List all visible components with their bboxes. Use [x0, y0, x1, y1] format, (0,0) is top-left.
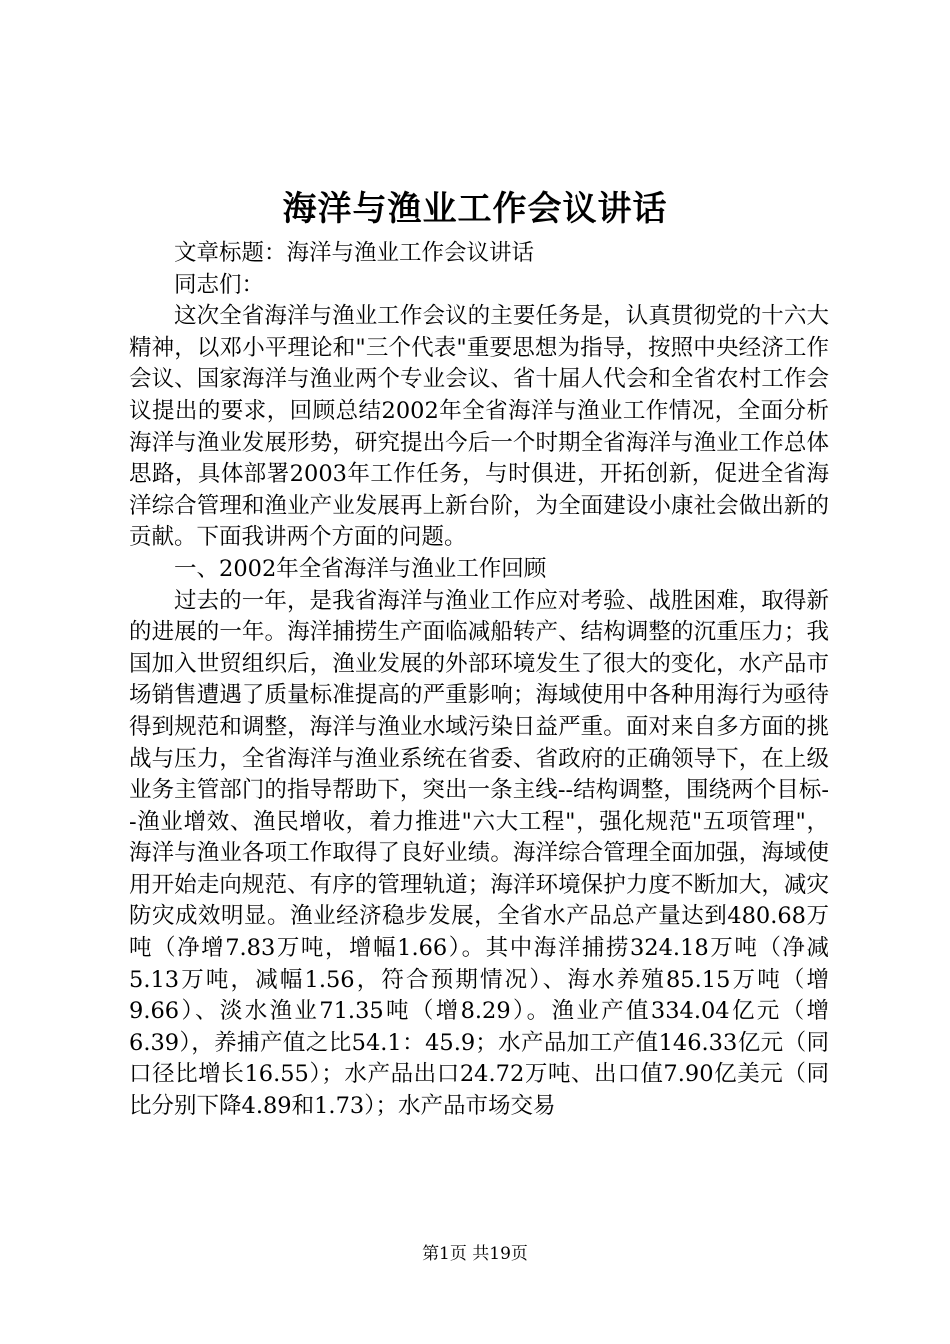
article-title-line: 文章标题：海洋与渔业工作会议讲话 [174, 240, 535, 266]
document-body [129, 238, 829, 1123]
section-heading: 一、2002年全省海洋与渔业工作回顾 [174, 555, 547, 582]
page-footer: 第1页 共19页 [422, 1244, 528, 1264]
salutation: 同志们： [174, 271, 265, 298]
document-title: 海洋与渔业工作会议讲话 [282, 189, 668, 229]
review-paragraph: 过去的一年，是我省海洋与渔业工作应对考验、战胜困难，取得新的进展的一年。海洋捕捞生产面临减船转产、结构调整的沉重压力；我国加入世贸组织后，渔业发展的外部环境发生了很大的变化，水产品市场销售遭遇了质量标准提高的严重影响；海域使用中各种用海行为亟待得到规范和调整，海洋与渔业水域污染日益严重。面对来自多方面的挑战与压力，全省海洋与渔业系统在省委、省政府的正确领导下，在上级业务主管部门的指导帮助下，突出一条主线--结构调整，围绕两个目标--渔业增效、渔民增收，着力推进"六大工程"，强化规范"五项管理"，海洋与渔业各项工作取得了良好业绩。海洋综合管理全面加强，海域使用开始走向规范、有序的管理轨道；海洋环境保护力度不断加大，减灾防灾成效明显。渔业经济稳步发展，全省水产品总产量达到480.68万吨（净增7.83万吨，增幅1.66）。其中海洋捕捞324.18万吨（净减5.13万吨，减幅1.56，符合预期情况）、海水养殖85.15万吨（增9.66）、淡水渔业71.35吨（增8.29）。渔业产值334.04亿元（增6.39），养捕产值之比54.1：45.9；水产品加工产值146.33亿元（同口径比增长16.55）；水产品出口24.72万吨、出口值7.90亿美元（同比分别下降4.89和1.73）；水产品市场交易 [129, 587, 829, 1120]
intro-paragraph: 这次全省海洋与渔业工作会议的主要任务是，认真贯彻党的十六大精神，以邓小平理论和"三个代表"重要思想为指导，按照中央经济工作会议、国家海洋与渔业两个专业会议、省十届人代会和全省农村工作会议提出的要求，回顾总结2002年全省海洋与渔业工作情况，全面分析海洋与渔业发展形势，研究提出今后一个时期全省海洋与渔业工作总体思路，具体部署2003年工作任务，与时俱进，开拓创新，促进全省海洋综合管理和渔业产业发展再上新台阶，为全面建设小康社会做出新的贡献。下面我讲两个方面的问题。 [129, 303, 829, 551]
